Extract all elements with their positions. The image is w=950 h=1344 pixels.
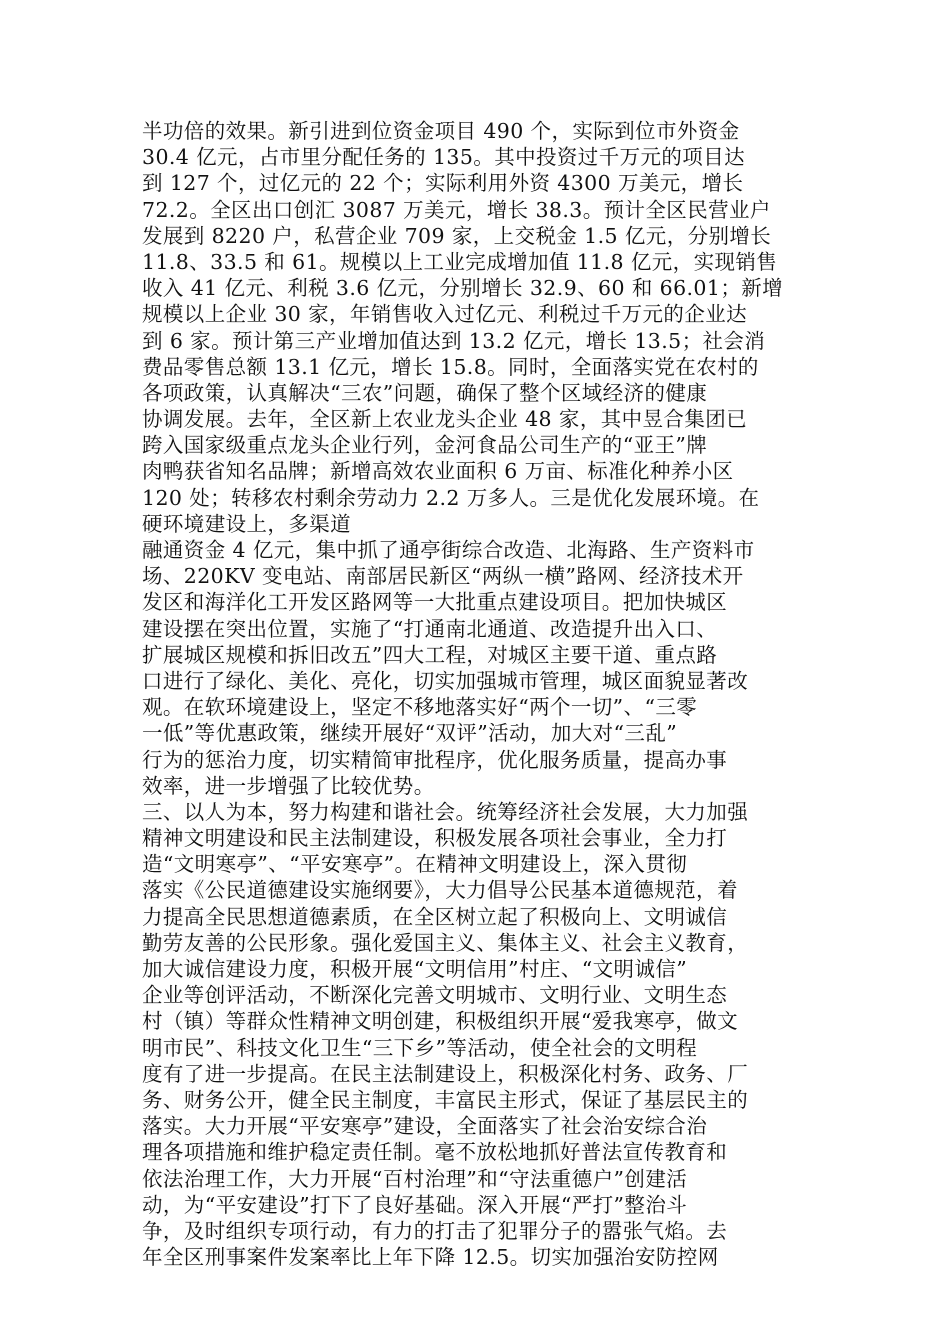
text-line: 发区和海洋化工开发区路网等一大批重点建设项目。把加快城区 (142, 590, 728, 615)
text-line: 跨入国家级重点龙头企业行列，金河食品公司生产的“亚王”牌 (142, 433, 708, 458)
text-line: 落实。大力开展“平安寒亭”建设，全面落实了社会治安综合治 (142, 1114, 708, 1139)
text-line: 动，为“平安建设”打下了良好基础。深入开展“严打”整治斗 (142, 1192, 688, 1217)
text-line: 120 处；转移农村剩余劳动力 2.2 万多人。三是优化发展环境。在 (142, 485, 760, 510)
text-line: 费品零售总额 13.1 亿元，增长 15.8。同时，全面落实党在农村的 (142, 354, 759, 379)
text-line: 半功倍的效果。新引进到位资金项目 490 个，实际到位市外资金 (142, 119, 740, 143)
text-line: 肉鸭获省知名品牌；新增高效农业面积 6 万亩、标准化种养小区 (142, 459, 734, 484)
text-line: 融通资金 4 亿元，集中抓了通亭街综合改造、北海路、生产资料市 (142, 538, 755, 562)
text-line: 度有了进一步提高。在民主法制建设上，积极深化村务、政务、厂 (142, 1061, 749, 1086)
text-line: 建设摆在突出位置，实施了“打通南北通道、改造提升出入口、 (142, 616, 718, 641)
text-line: 到 127 个，过亿元的 22 个；实际利用外资 4300 万美元，增长 (142, 171, 744, 196)
text-line: 11.8、33.5 和 61。规模以上工业完成增加值 11.8 亿元，实现销售 (142, 249, 778, 274)
body-text (142, 118, 810, 1270)
text-line: 发展到 8220 户，私营企业 709 家，上交税金 1.5 亿元，分别增长 (142, 223, 772, 248)
text-line: 明市民”、科技文化卫生“三下乡”等活动，使全社会的文明程 (142, 1035, 698, 1060)
text-line: 行为的惩治力度，切实精简审批程序，优化服务质量，提高办事 (142, 747, 728, 772)
text-line: 落实《公民道德建设实施纲要》，大力倡导公民基本道德规范，着 (142, 878, 738, 903)
text-line: 30.4 亿元，占市里分配任务的 135。其中投资过千万元的项目达 (142, 145, 746, 170)
text-line: 到 6 家。预计第三产业增加值达到 13.2 亿元，增长 13.5；社会消 (142, 328, 766, 353)
text-line: 造“文明寒亭”、“平安寒亭”。在精神文明建设上，深入贯彻 (142, 852, 688, 877)
text-line: 扩展城区规模和拆旧改五”四大工程，对城区主要干道、重点路 (142, 642, 718, 667)
text-line: 加大诚信建设力度，积极开展“文明信用”村庄、“文明诚信” (142, 957, 688, 981)
text-line: 各项政策，认真解决“三农”问题，确保了整个区域经济的健康 (142, 380, 708, 405)
text-line: 力提高全民思想道德素质，在全区树立起了积极向上、文明诚信 (142, 904, 728, 929)
text-line: 村（镇）等群众性精神文明创建，积极组织开展“爱我寒亭，做文 (142, 1009, 739, 1034)
text-line: 企业等创评活动，不断深化完善文明城市、文明行业、文明生态 (142, 983, 728, 1008)
text-line: 规模以上企业 30 家，年销售收入过亿元、利税过千万元的企业达 (142, 302, 748, 327)
text-line: 争，及时组织专项行动，有力的打击了犯罪分子的嚣张气焰。去 (142, 1218, 728, 1243)
text-line: 收入 41 亿元、利税 3.6 亿元，分别增长 32.9、60 和 66.01；新增 (142, 276, 784, 301)
text-line: 年全区刑事案件发案率比上年下降 12.5。切实加强治安防控网 (142, 1245, 719, 1270)
text-line: 理各项措施和维护稳定责任制。毫不放松地抓好普法宣传教育和 (142, 1140, 728, 1165)
text-line: 精神文明建设和民主法制建设，积极发展各项社会事业，全力打 (142, 826, 728, 851)
text-line: 硬环境建设上，多渠道 (142, 511, 351, 536)
text-line: 口进行了绿化、美化、亮化，切实加强城市管理，城区面貌显著改 (142, 668, 749, 693)
text-line: 务、财务公开，健全民主制度，丰富民主形式，保证了基层民主的 (142, 1087, 749, 1112)
text-line: 效率，进一步增强了比较优势。 (142, 773, 435, 798)
text-line: 一低”等优惠政策，继续开展好“双评”活动，加大对“三乱” (142, 721, 678, 746)
text-line: 三、以人为本，努力构建和谐社会。统筹经济社会发展，大力加强 (142, 799, 749, 824)
text-line: 场、220KV 变电站、南部居民新区“两纵一横”路网、经济技术开 (142, 564, 744, 589)
text-line: 协调发展。去年，全区新上农业龙头企业 48 家，其中昱合集团已 (142, 407, 748, 432)
text-line: 观。在软环境建设上，坚定不移地落实好“两个一切”、“三零 (142, 695, 698, 720)
text-line: 依法治理工作，大力开展“百村治理”和“守法重德户”创建活 (142, 1166, 688, 1191)
text-line: 72.2。全区出口创汇 3087 万美元，增长 38.3。预计全区民营业户 (142, 197, 771, 222)
text-line: 勤劳友善的公民形象。强化爱国主义、集体主义、社会主义教育， (142, 930, 749, 955)
